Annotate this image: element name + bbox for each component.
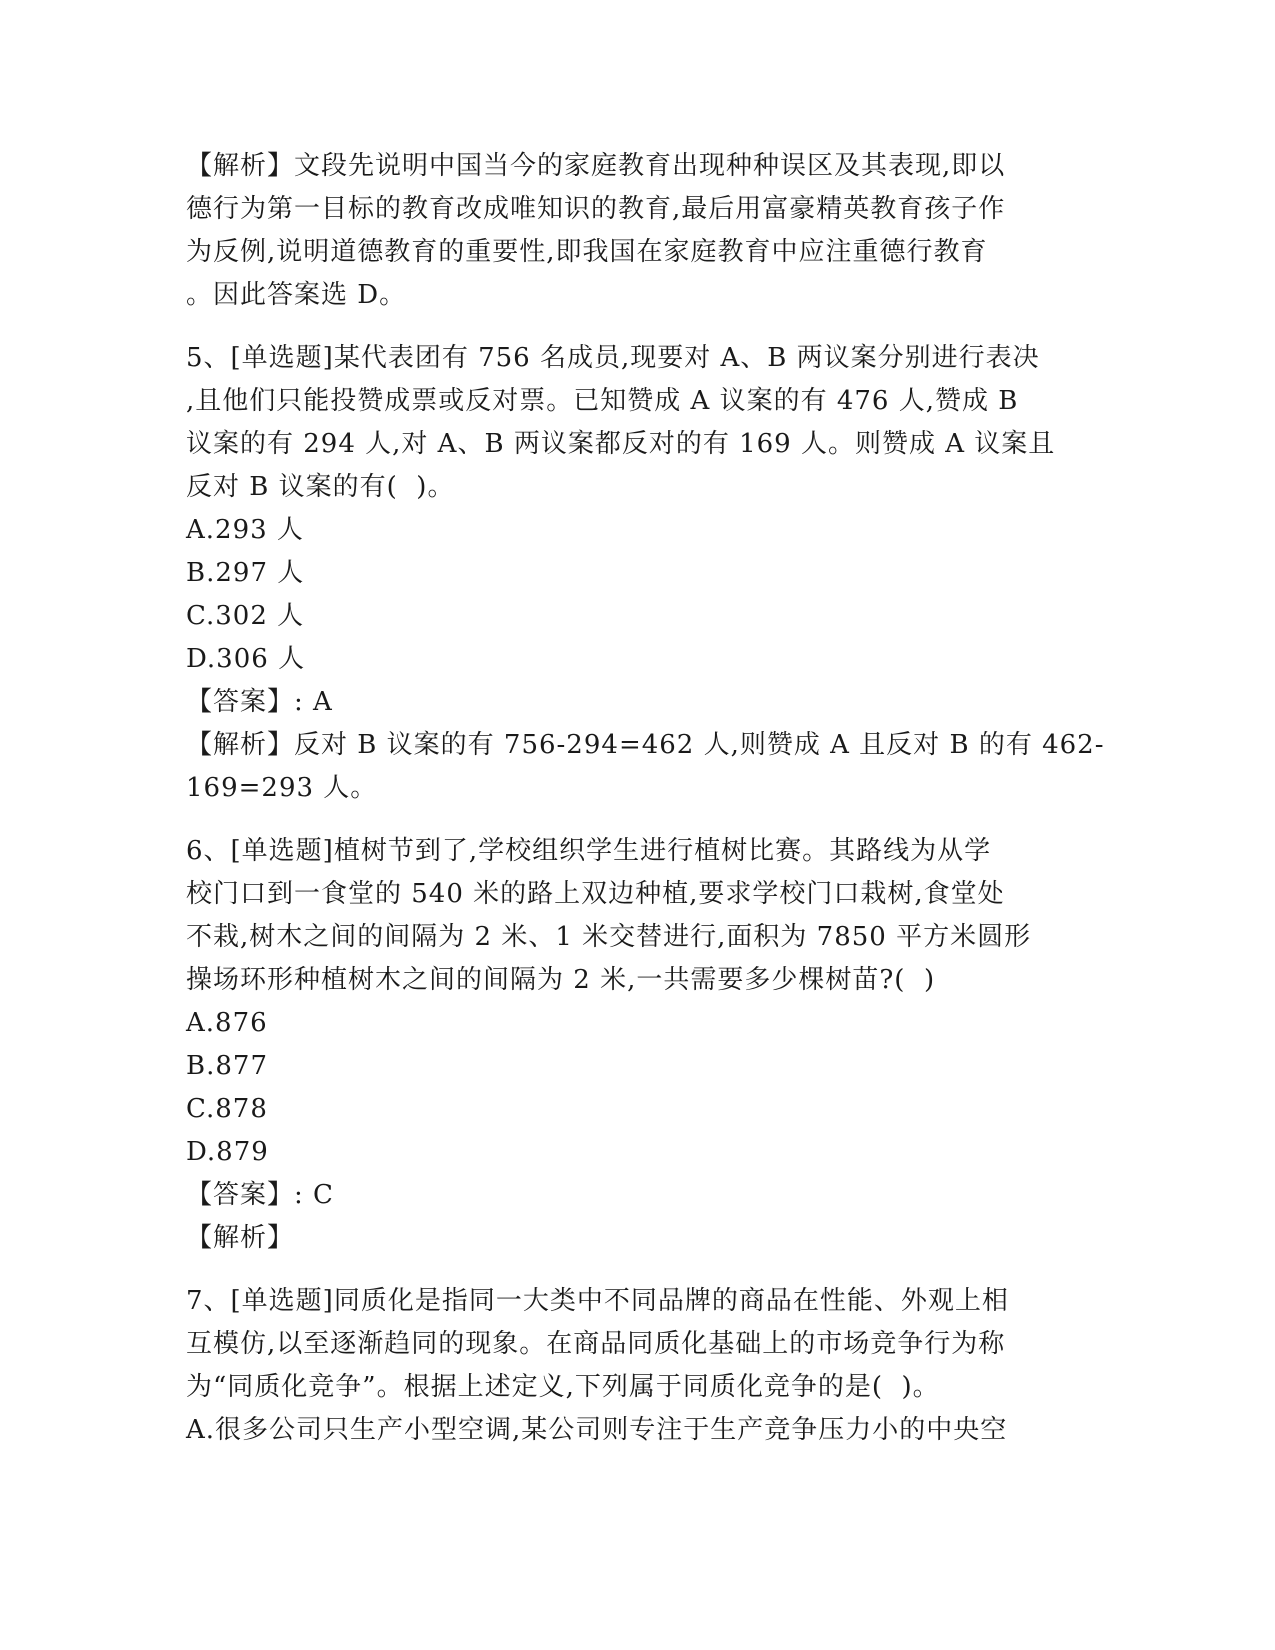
question-7 — [186, 1280, 1086, 1452]
question-6 — [186, 830, 1086, 1260]
option-b: B.877 — [186, 1051, 268, 1081]
question-stem-line: 7、[单选题]同质化是指同一大类中不同品牌的商品在性能、外观上相 — [186, 1286, 1009, 1316]
spacer — [186, 1260, 1086, 1280]
analysis-line: 【解析】 — [186, 1223, 295, 1253]
question-stem-line: 校门口到一食堂的 540 米的路上双边种植,要求学校门口栽树,食堂处 — [186, 879, 1005, 909]
analysis-line: 。因此答案选 D。 — [186, 280, 407, 310]
question-stem-line: 互模仿,以至逐渐趋同的现象。在商品同质化基础上的市场竞争行为称 — [186, 1329, 1006, 1359]
option-a: A.876 — [186, 1008, 268, 1038]
analysis-line: 【解析】反对 B 议案的有 756-294=462 人,则赞成 A 且反对 B 的有 462- — [186, 730, 1105, 760]
question-stem-line: 6、[单选题]植树节到了,学校组织学生进行植树比赛。其路线为从学 — [186, 836, 992, 866]
spacer — [186, 317, 1086, 337]
question-stem-line: 不栽,树木之间的间隔为 2 米、1 米交替进行,面积为 7850 平方米圆形 — [186, 922, 1032, 952]
document-page — [186, 145, 1105, 1452]
question-stem-line: 操场环形种植树木之间的间隔为 2 米,一共需要多少棵树苗?( ) — [186, 965, 936, 995]
question-stem-line: 5、[单选题]某代表团有 756 名成员,现要对 A、B 两议案分别进行表决 — [186, 343, 1040, 373]
question-stem-line: 反对 B 议案的有( )。 — [186, 472, 455, 502]
option-a: A.293 人 — [186, 515, 304, 545]
answer-line: 【答案】: C — [186, 1180, 334, 1210]
question-5 — [186, 337, 1105, 810]
analysis-line: 为反例,说明道德教育的重要性,即我国在家庭教育中应注重德行教育 — [186, 237, 988, 267]
option-c: C.878 — [186, 1094, 268, 1124]
option-d: D.879 — [186, 1137, 269, 1167]
analysis-line: 【解析】文段先说明中国当今的家庭教育出现种种误区及其表现,即以 — [186, 151, 1006, 181]
spacer — [186, 810, 1086, 830]
analysis-line: 169=293 人。 — [186, 773, 378, 803]
question-stem-line: 为“同质化竞争”。根据上述定义,下列属于同质化竞争的是( )。 — [186, 1372, 940, 1402]
analysis-block-q4 — [186, 145, 1086, 317]
answer-line: 【答案】: A — [186, 687, 333, 717]
option-b: B.297 人 — [186, 558, 305, 588]
option-c: C.302 人 — [186, 601, 305, 631]
option-d: D.306 人 — [186, 644, 306, 674]
option-a: A.很多公司只生产小型空调,某公司则专注于生产竞争压力小的中央空 — [186, 1415, 1008, 1445]
analysis-line: 德行为第一目标的教育改成唯知识的教育,最后用富豪精英教育孩子作 — [186, 194, 1006, 224]
question-stem-line: 议案的有 294 人,对 A、B 两议案都反对的有 169 人。则赞成 A 议案且 — [186, 429, 1056, 459]
question-stem-line: ,且他们只能投赞成票或反对票。已知赞成 A 议案的有 476 人,赞成 B — [186, 386, 1019, 416]
